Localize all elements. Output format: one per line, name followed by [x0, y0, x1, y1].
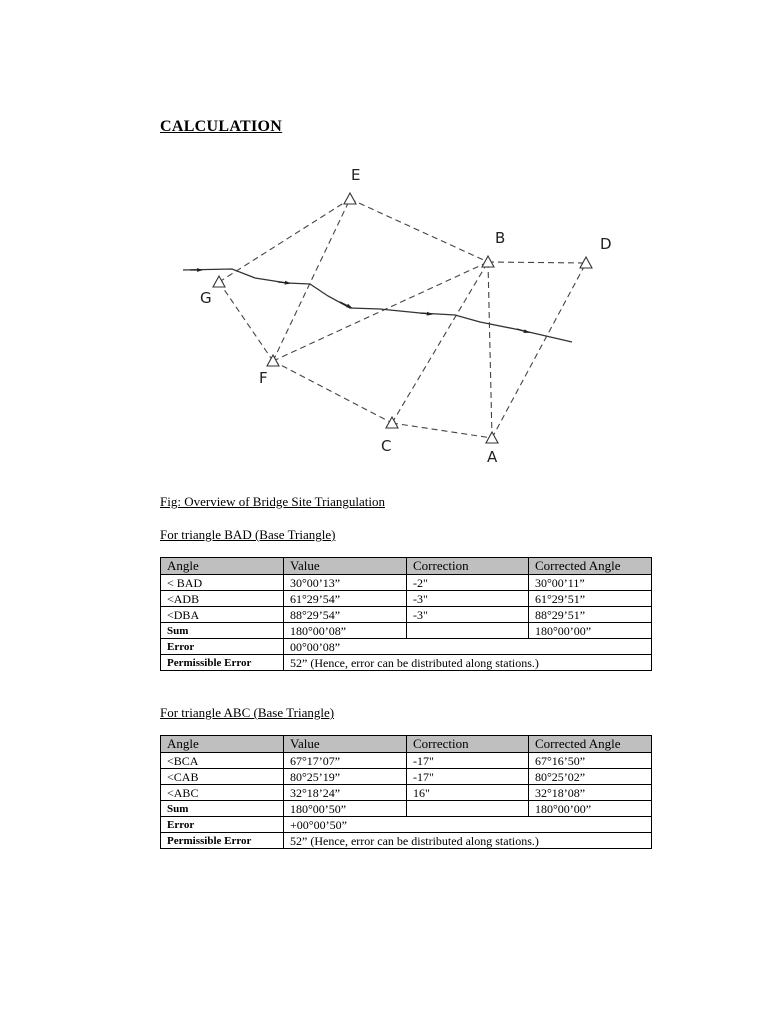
cell-value: 32°18’24” — [284, 785, 407, 801]
permissible-row — [161, 833, 652, 849]
cell-angle: <CAB — [161, 769, 284, 785]
table-row — [161, 753, 652, 769]
label-g: G — [200, 289, 212, 307]
cell-value: 88°29’54” — [284, 607, 407, 623]
table-bad — [160, 557, 652, 671]
page-heading: CALCULATION — [160, 118, 283, 135]
header-corrected-angle: Corrected Angle — [529, 736, 652, 753]
station-a-icon — [486, 432, 498, 443]
header-value: Value — [284, 558, 407, 575]
header-angle: Angle — [161, 558, 284, 575]
sum-row — [161, 801, 652, 817]
figure-caption: Fig: Overview of Bridge Site Triangulation — [160, 494, 385, 509]
table-row — [161, 785, 652, 801]
permissible-value: 52” (Hence, error can be distributed along stations.) — [284, 833, 652, 849]
label-d: D — [600, 235, 612, 253]
cell-correction: -3" — [407, 607, 529, 623]
sum-corrected: 180°00’00” — [529, 623, 652, 639]
sum-corrected: 180°00’00” — [529, 801, 652, 817]
table-row — [161, 591, 652, 607]
header-value: Value — [284, 736, 407, 753]
cell-correction: 16" — [407, 785, 529, 801]
permissible-label: Permissible Error — [161, 833, 284, 849]
cell-angle: <DBA — [161, 607, 284, 623]
cell-value: 67°17’07” — [284, 753, 407, 769]
table-row — [161, 607, 652, 623]
table-1-title: For triangle BAD (Base Triangle) — [160, 527, 336, 542]
cell-angle: <BCA — [161, 753, 284, 769]
permissible-value: 52” (Hence, error can be distributed along stations.) — [284, 655, 652, 671]
header-correction: Correction — [407, 558, 529, 575]
table-2-title: For triangle ABC (Base Triangle) — [160, 705, 335, 720]
sum-value: 180°00’50” — [284, 801, 407, 817]
station-e-icon — [344, 193, 356, 204]
cell-correction: -3" — [407, 591, 529, 607]
cell-value: 30°00’13” — [284, 575, 407, 591]
river-line — [183, 269, 572, 342]
triangulation-diagram — [175, 150, 625, 470]
error-row — [161, 817, 652, 833]
cell-corrected: 88°29’51” — [529, 607, 652, 623]
station-g-icon — [213, 276, 225, 287]
cell-corrected: 67°16’50” — [529, 753, 652, 769]
sum-correction — [407, 801, 529, 817]
sum-label: Sum — [161, 801, 284, 817]
sum-label: Sum — [161, 623, 284, 639]
label-e: E — [351, 166, 361, 184]
cell-corrected: 61°29’51” — [529, 591, 652, 607]
cell-corrected: 30°00’11” — [529, 575, 652, 591]
error-label: Error — [161, 817, 284, 833]
table-row — [161, 575, 652, 591]
label-c: C — [381, 437, 392, 455]
station-c-icon — [386, 417, 398, 428]
sum-correction — [407, 623, 529, 639]
cell-correction: -17" — [407, 753, 529, 769]
header-angle: Angle — [161, 736, 284, 753]
label-b: B — [495, 229, 506, 247]
header-corrected-angle: Corrected Angle — [529, 558, 652, 575]
error-value: +00°00’50” — [284, 817, 652, 833]
error-label: Error — [161, 639, 284, 655]
cell-angle: <ABC — [161, 785, 284, 801]
cell-angle: <ADB — [161, 591, 284, 607]
label-a: A — [487, 448, 498, 466]
table-header-row — [161, 558, 652, 575]
cell-corrected: 32°18’08” — [529, 785, 652, 801]
permissible-row — [161, 655, 652, 671]
sum-value: 180°00’08” — [284, 623, 407, 639]
cell-correction: -17" — [407, 769, 529, 785]
sum-row — [161, 623, 652, 639]
error-value: 00°00’08” — [284, 639, 652, 655]
header-correction: Correction — [407, 736, 529, 753]
cell-value: 80°25’19” — [284, 769, 407, 785]
label-f: F — [259, 369, 268, 387]
river-arrows — [190, 270, 527, 332]
cell-correction: -2" — [407, 575, 529, 591]
table-row — [161, 769, 652, 785]
triangulation-lines — [219, 199, 586, 438]
permissible-label: Permissible Error — [161, 655, 284, 671]
station-f-icon — [267, 355, 279, 366]
table-header-row — [161, 736, 652, 753]
cell-corrected: 80°25’02” — [529, 769, 652, 785]
cell-angle: < BAD — [161, 575, 284, 591]
table-abc — [160, 735, 652, 849]
error-row — [161, 639, 652, 655]
cell-value: 61°29’54” — [284, 591, 407, 607]
